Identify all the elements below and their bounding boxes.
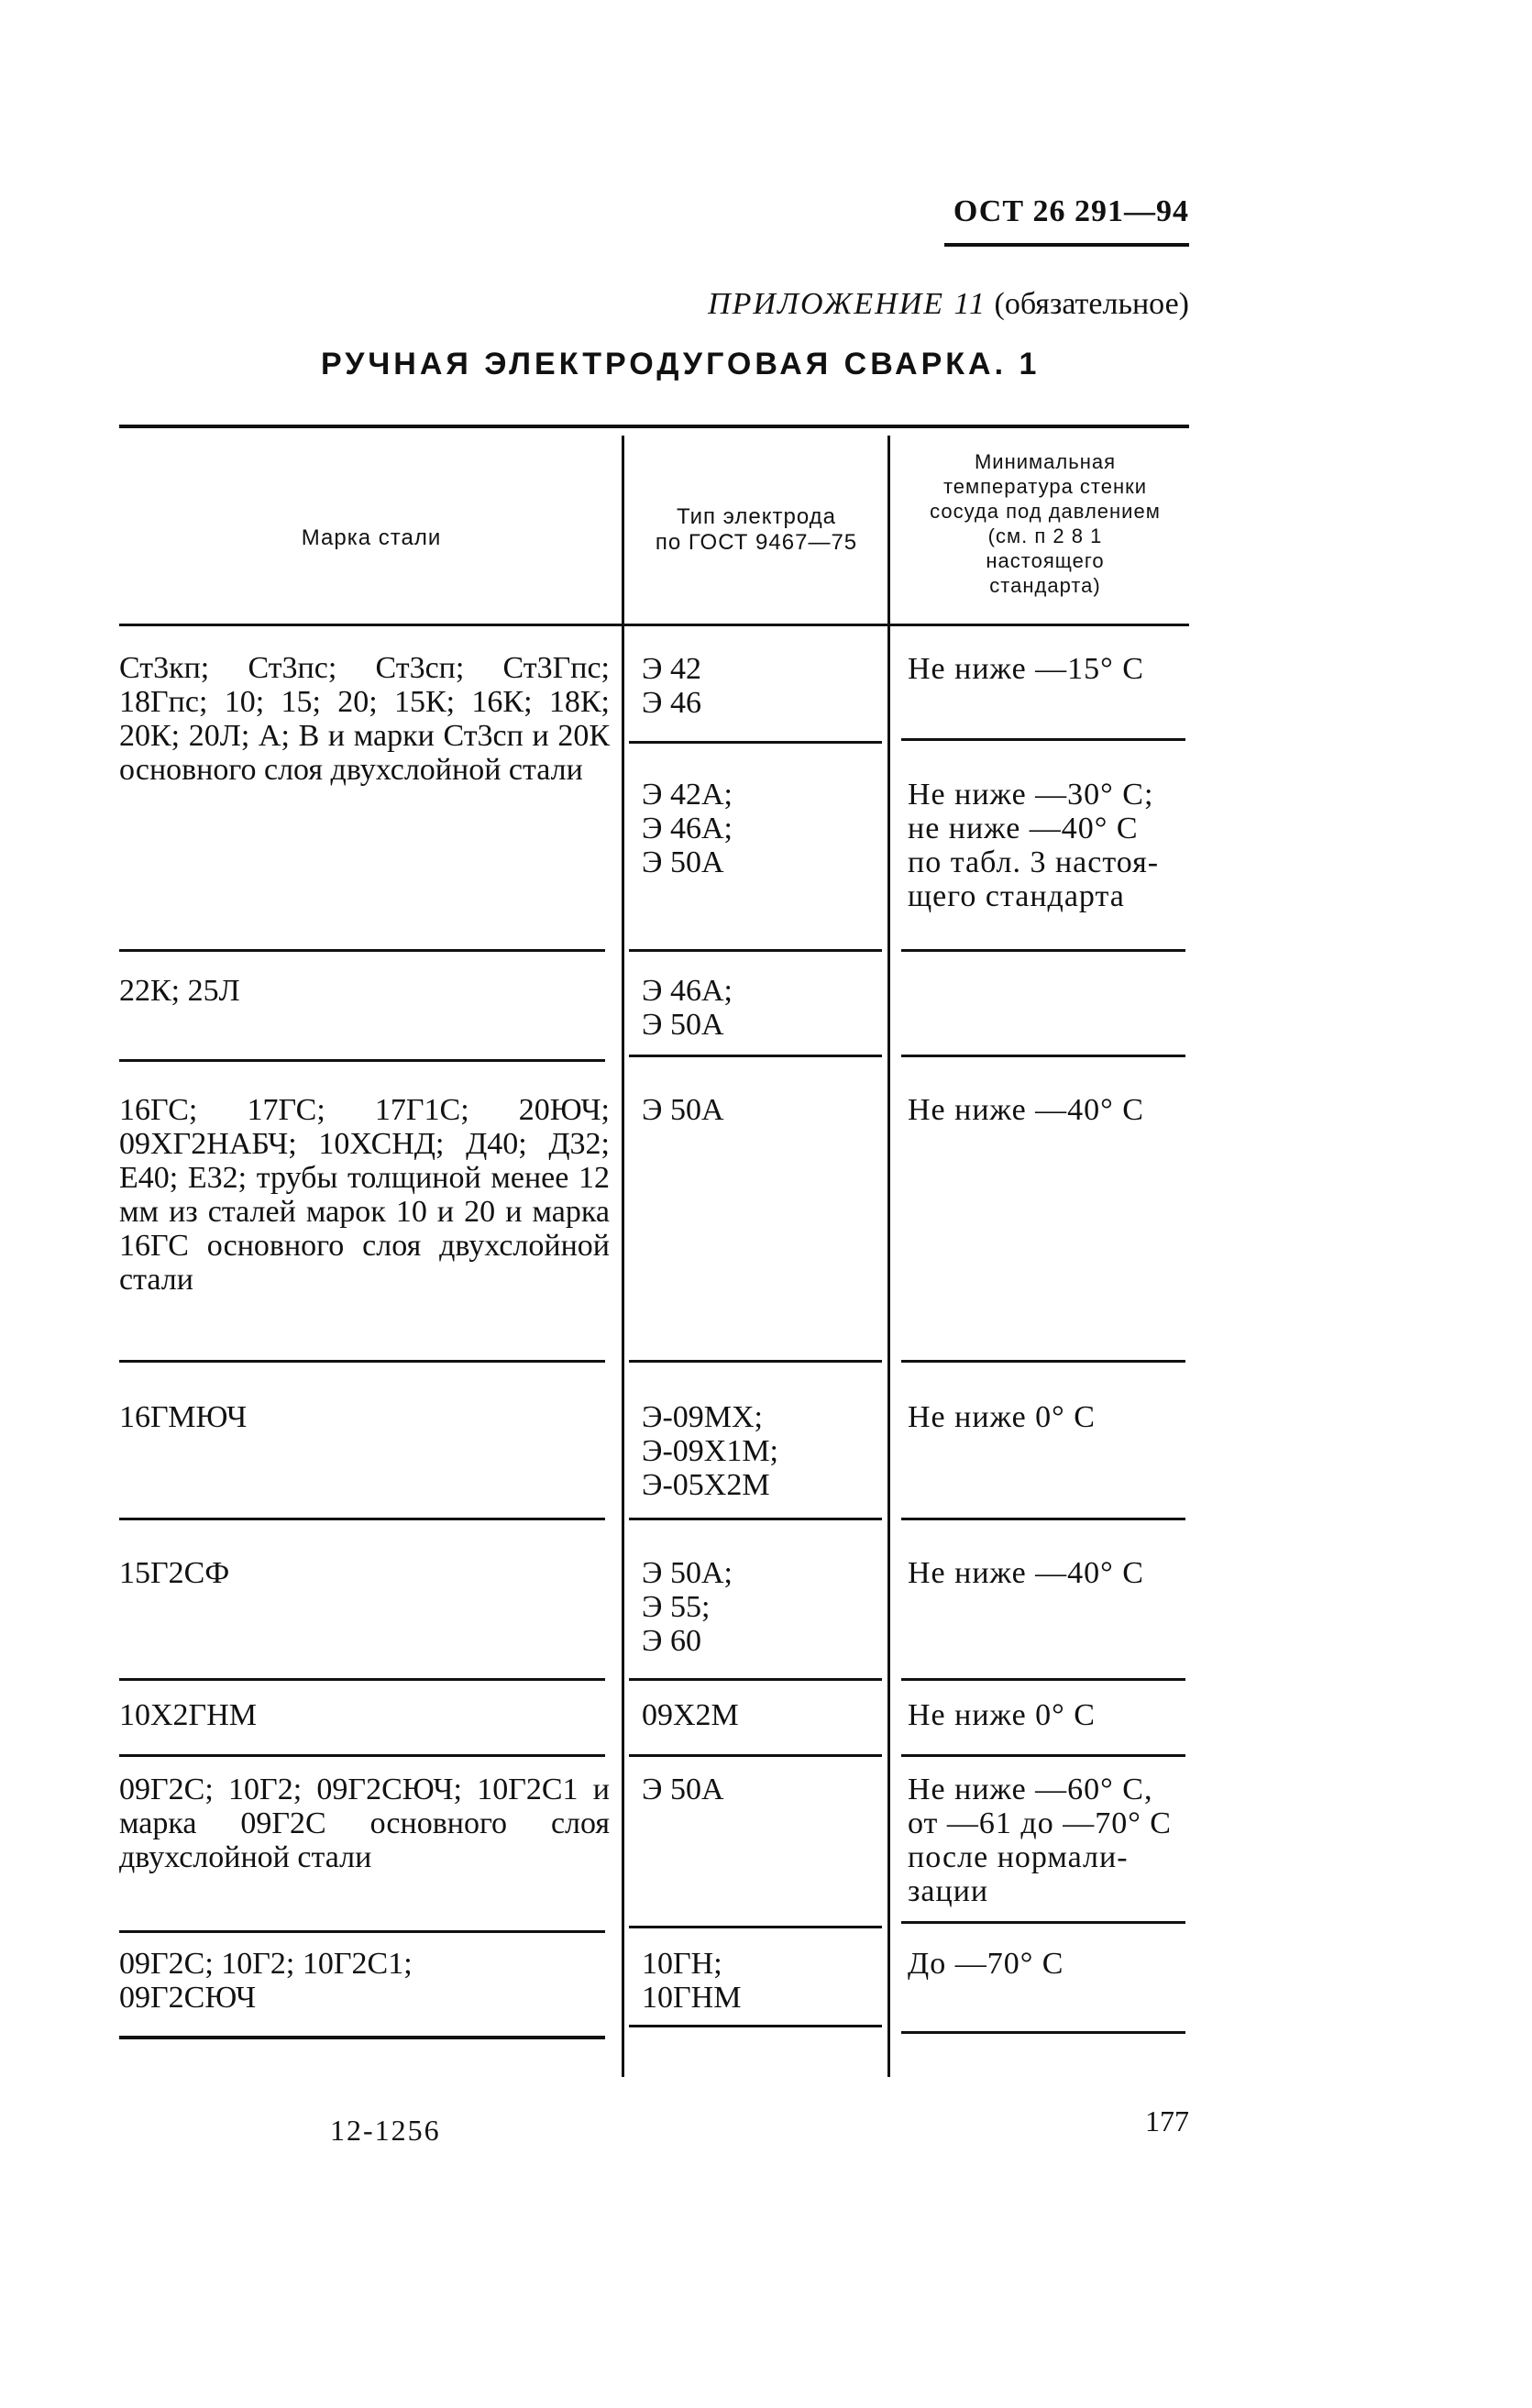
page-number: 177: [1145, 2104, 1189, 2137]
row1-temp-subrule: [901, 738, 1185, 741]
row7-electrode: Э 50А: [642, 1773, 724, 1806]
column-header-steel: Марка стали: [301, 525, 442, 550]
row2-rule-electrode: [629, 1055, 882, 1057]
column-divider-2: [887, 436, 890, 2077]
row3-electrode: Э 50А: [642, 1093, 724, 1127]
table-bottom-rule-steel: [119, 2036, 605, 2039]
row7-temp: Не ниже —60° С, от —61 до —70° С после нормали- зации: [908, 1773, 1172, 1908]
row5-electrode: Э 50А; Э 55; Э 60: [642, 1556, 733, 1658]
row6-steel: 10Х2ГНМ: [119, 1698, 257, 1732]
page-title: РУЧНАЯ ЭЛЕКТРОДУГОВАЯ СВАРКА. 1: [321, 347, 1041, 381]
column-header-temperature: Минимальная температура стенки сосуда под давлением (см. п 2 8 1 настоящего стандарта): [930, 450, 1161, 597]
row4-temp: Не ниже 0° С: [908, 1400, 1096, 1434]
row2-rule-temp: [901, 1055, 1185, 1057]
row3-rule-electrode: [629, 1360, 882, 1363]
row4-steel: 16ГМЮЧ: [119, 1400, 248, 1434]
row6-electrode: 09Х2М: [642, 1698, 739, 1732]
table-bottom-rule-electrode: [629, 2025, 882, 2027]
appendix-note: (обязательное): [994, 287, 1189, 321]
row5-rule-temp: [901, 1678, 1185, 1681]
row6-temp: Не ниже 0° С: [908, 1698, 1096, 1732]
column-header-electrode: Тип электрода по ГОСТ 9467—75: [655, 504, 858, 555]
table-top-rule: [119, 425, 1189, 428]
row4-rule-electrode: [629, 1518, 882, 1520]
row1-rule-temp: [901, 949, 1185, 952]
row5-rule-steel: [119, 1678, 605, 1681]
column-divider-1: [622, 436, 624, 2077]
row1-steel: Ст3кп; Ст3пс; Ст3сп; Ст3Гпс; 18Гпс; 10; 15; 20; 15К; 16К; 18К; 20К; 20Л; А; В и марки Ст3сп и 20К основного слоя двухслойной стали: [119, 651, 610, 787]
appendix-label: ПРИЛОЖЕНИЕ 11: [708, 287, 986, 321]
row1-rule-steel: [119, 949, 605, 952]
row4-rule-temp: [901, 1518, 1185, 1520]
row6-rule-electrode: [629, 1754, 882, 1757]
row3-temp: Не ниже —40° С: [908, 1093, 1144, 1127]
row7-steel: 09Г2С; 10Г2; 09Г2СЮЧ; 10Г2С1 и марка 09Г2С основного слоя двухслойной стали: [119, 1773, 610, 1874]
row7-rule-temp: [901, 1921, 1185, 1924]
row6-rule-temp: [901, 1754, 1185, 1757]
row3-rule-temp: [901, 1360, 1185, 1363]
appendix-heading: [596, 287, 1189, 322]
row8-electrode: 10ГН; 10ГНМ: [642, 1947, 742, 2015]
row2-electrode: Э 46А; Э 50А: [642, 974, 733, 1042]
row3-steel: 16ГС; 17ГС; 17Г1С; 20ЮЧ; 09ХГ2НАБЧ; 10ХСНД; Д40; Д32; Е40; Е32; трубы толщиной менее 12 мм из сталей марок 10 и 20 и марка 16ГС основного слоя двухслойной стали: [119, 1093, 610, 1297]
header-rule: [119, 624, 1189, 626]
row2-rule-steel: [119, 1059, 605, 1062]
print-code: 12-1256: [330, 2114, 441, 2147]
row8-steel: 09Г2С; 10Г2; 10Г2С1; 09Г2СЮЧ: [119, 1947, 413, 2015]
row2-steel: 22К; 25Л: [119, 974, 240, 1008]
row5-rule-electrode: [629, 1678, 882, 1681]
row1-electrode-a: Э 42 Э 46: [642, 652, 701, 720]
row1-rule-electrode: [629, 949, 882, 952]
row7-rule-electrode: [629, 1926, 882, 1928]
row1-electrode-b: Э 42А; Э 46А; Э 50А: [642, 778, 733, 879]
document-code: ОСТ 26 291—94: [953, 194, 1189, 228]
row1-temp-b: Не ниже —30° С; не ниже —40° С по табл. 3 настоя- щего стандарта: [908, 778, 1160, 913]
row6-rule-steel: [119, 1754, 605, 1757]
document-code-underline: [944, 243, 1189, 247]
row5-steel: 15Г2СФ: [119, 1556, 230, 1590]
row4-electrode: Э-09МХ; Э-09Х1М; Э-05Х2М: [642, 1400, 778, 1502]
row4-rule-steel: [119, 1518, 605, 1520]
row3-rule-steel: [119, 1360, 605, 1363]
row1-temp-a: Не ниже —15° С: [908, 652, 1144, 686]
table-bottom-rule-temp: [901, 2031, 1185, 2034]
row1-electrode-subrule: [629, 741, 882, 744]
row5-temp: Не ниже —40° С: [908, 1556, 1144, 1590]
row8-temp: До —70° С: [908, 1947, 1064, 1981]
row7-rule-steel: [119, 1930, 605, 1933]
